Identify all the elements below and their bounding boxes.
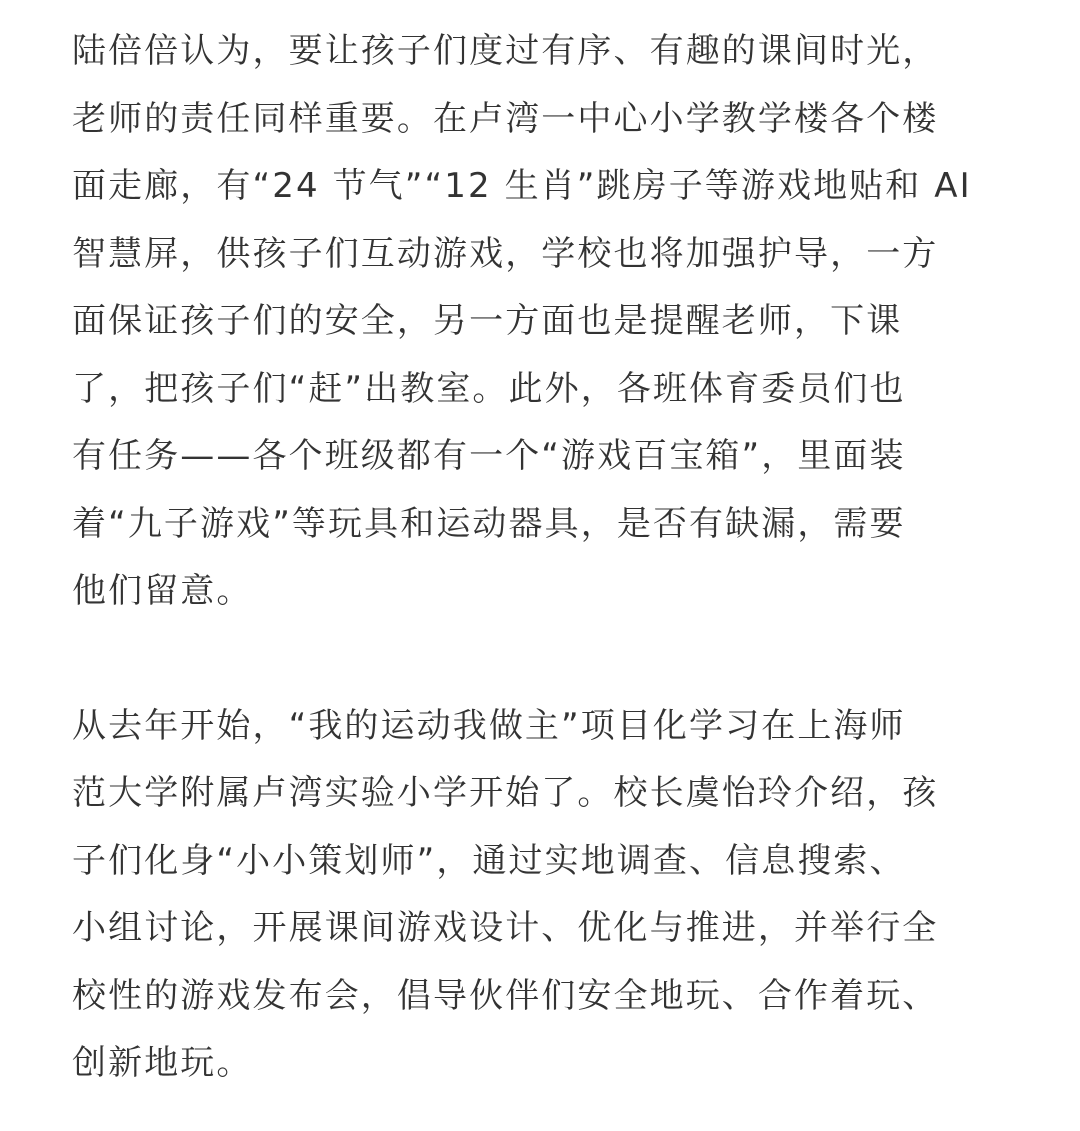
paragraph-line: 校性的游戏发布会，倡导伙伴们安全地玩、合作着玩、 <box>72 975 939 1016</box>
paragraph-line: 陆倍倍认为，要让孩子们度过有序、有趣的课间时光， <box>72 31 939 71</box>
paragraph-1 <box>72 18 1012 626</box>
paragraph-line: 从去年开始，“我的运动我做主”项目化学习在上海师 <box>72 705 906 746</box>
paragraph-line: 了，把孩子们“赶”出教室。此外，各班体育委员们也 <box>72 368 906 409</box>
paragraph-2 <box>72 693 1012 1098</box>
paragraph-line: 子们化身“小小策划师”，通过实地调查、信息搜索、 <box>72 840 906 881</box>
paragraph-line: 小组讨论，开展课间游戏设计、优化与推进，并举行全 <box>72 908 939 948</box>
paragraph-line: 范大学附属卢湾实验小学开始了。校长虞怡玲介绍，孩 <box>72 773 939 813</box>
paragraph-line: 面保证孩子们的安全，另一方面也是提醒老师，下课 <box>72 301 903 341</box>
paragraph-line: 老师的责任同样重要。在卢湾一中心小学教学楼各个楼 <box>72 98 939 139</box>
paragraph-line: 有任务——各个班级都有一个“游戏百宝箱”，里面装 <box>72 436 906 476</box>
paragraph-line: 创新地玩。 <box>72 1043 253 1083</box>
paragraph-line: 智慧屏，供孩子们互动游戏，学校也将加强护导，一方 <box>72 233 939 274</box>
paragraph-line: 面走廊，有“24 节气”“12 生肖”跳房子等游戏地贴和 AI <box>72 166 972 206</box>
article-body <box>72 18 1012 1098</box>
paragraph-line: 着“九子游戏”等玩具和运动器具，是否有缺漏，需要 <box>72 503 906 544</box>
paragraph-line: 他们留意。 <box>72 571 253 611</box>
